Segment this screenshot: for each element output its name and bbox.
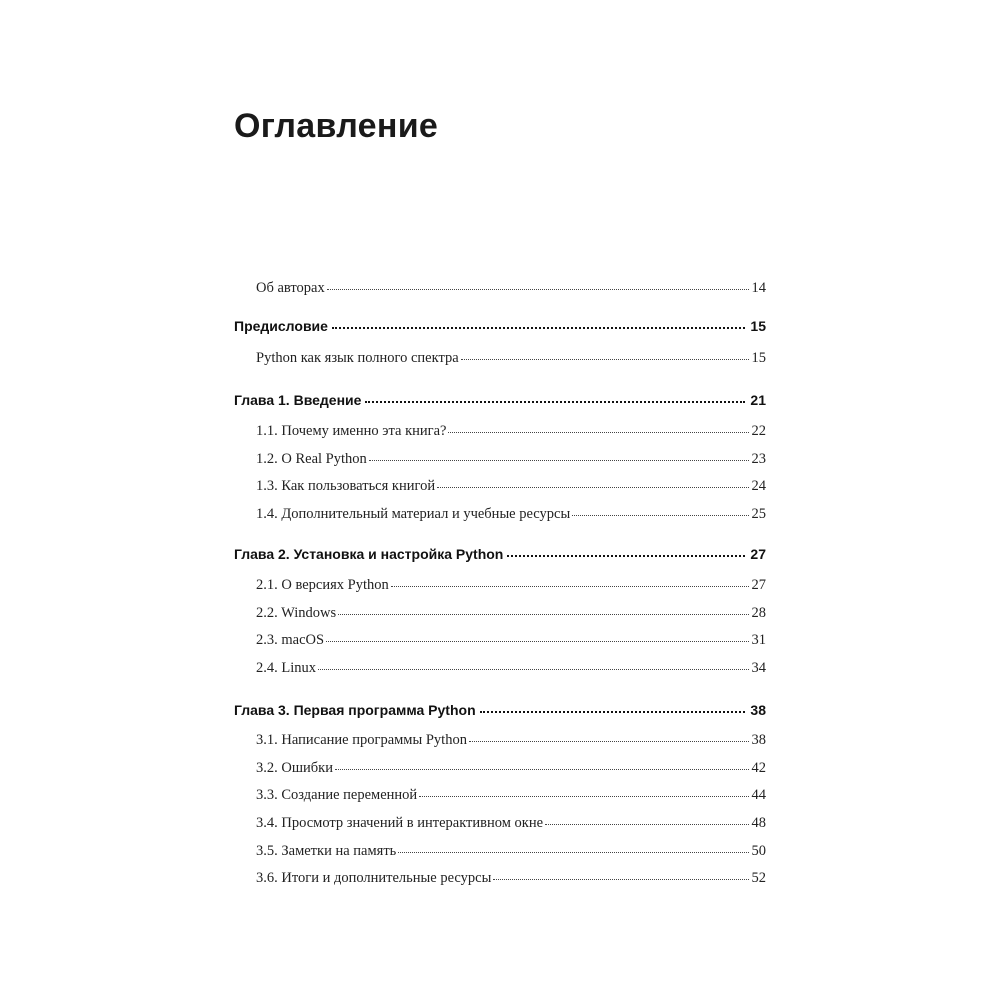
toc-entry [234, 577, 766, 603]
dot-leader [338, 614, 748, 615]
toc-page-number: 25 [751, 506, 766, 522]
toc-entry-label: 3.3. Создание переменной [256, 787, 418, 803]
toc-entry [234, 815, 766, 841]
dot-leader [545, 824, 748, 825]
dot-leader [327, 289, 749, 290]
toc-entry [234, 787, 766, 813]
toc-entry [234, 632, 766, 658]
toc-page-number: 24 [751, 478, 766, 494]
toc-entry-label: 1.2. О Real Python [256, 451, 367, 467]
dot-leader [326, 641, 748, 642]
toc-page-number: 42 [751, 760, 766, 776]
toc-chapter-label: Глава 1. Введение [234, 392, 362, 408]
dot-leader [437, 487, 748, 488]
toc-entry [234, 506, 766, 532]
toc-page-number: 52 [751, 870, 766, 886]
toc-entry-label: 3.5. Заметки на память [256, 843, 397, 859]
toc-page-number: 27 [750, 546, 766, 562]
dot-leader [507, 555, 745, 557]
toc-entry [234, 350, 766, 376]
toc-entry-label: 2.2. Windows [256, 605, 337, 621]
dot-leader [335, 769, 749, 770]
toc-entry-label: 1.4. Дополнительный материал и учебные ресурсы [256, 506, 571, 522]
dot-leader [332, 327, 745, 329]
toc-entry [234, 605, 766, 631]
toc-entry [234, 760, 766, 786]
dot-leader [369, 460, 749, 461]
toc-page-number: 14 [751, 280, 766, 296]
toc-chapter [234, 392, 766, 418]
toc-entry [234, 660, 766, 686]
toc-page-number: 50 [751, 843, 766, 859]
toc-entry [234, 280, 766, 306]
toc-entry-label: 2.4. Linux [256, 660, 317, 676]
dot-leader [419, 796, 748, 797]
toc-page-number: 22 [751, 423, 766, 439]
dot-leader [461, 359, 749, 360]
toc-chapter-label: Предисловие [234, 318, 328, 334]
dot-leader [469, 741, 749, 742]
toc-entry-label: 3.4. Просмотр значений в интерактивном окне [256, 815, 544, 831]
toc-page-number: 38 [751, 732, 766, 748]
toc-entry [234, 732, 766, 758]
dot-leader [493, 879, 748, 880]
toc-page-number: 28 [751, 605, 766, 621]
toc-page-number: 34 [751, 660, 766, 676]
toc-page-number: 27 [751, 577, 766, 593]
toc-entry-label: 1.3. Как пользоваться книгой [256, 478, 436, 494]
toc-chapter [234, 546, 766, 572]
toc-entry-label: 2.3. macOS [256, 632, 325, 648]
toc-entry-label: Об авторах [256, 280, 325, 296]
dot-leader [398, 852, 748, 853]
toc-page-number: 15 [750, 318, 766, 334]
toc-entry-label: 1.1. Почему именно эта книга? [256, 423, 447, 439]
toc-chapter-label: Глава 2. Установка и настройка Python [234, 546, 504, 562]
toc-chapter [234, 318, 766, 344]
toc-entry-label: 3.1. Написание программы Python [256, 732, 467, 748]
toc-page-number: 38 [750, 702, 766, 718]
toc-entry [234, 423, 766, 449]
dot-leader [448, 432, 748, 433]
toc-page-number: 15 [751, 350, 766, 366]
dot-leader [572, 515, 748, 516]
toc-page-number: 44 [751, 787, 766, 803]
dot-leader [318, 669, 748, 670]
toc-entry-label: 3.2. Ошибки [256, 760, 333, 776]
toc-entry-label: Python как язык полного спектра [256, 350, 459, 366]
toc-entry [234, 870, 766, 896]
dot-leader [365, 401, 745, 403]
toc-entry-label: 3.6. Итоги и дополнительные ресурсы [256, 870, 492, 886]
toc-page-number: 48 [751, 815, 766, 831]
toc-entry-label: 2.1. О версиях Python [256, 577, 389, 593]
toc-page-number: 21 [750, 392, 766, 408]
toc-chapter [234, 702, 766, 728]
dot-leader [480, 711, 746, 713]
toc-page-number: 23 [751, 451, 766, 467]
toc-entry [234, 451, 766, 477]
toc-entry [234, 843, 766, 869]
toc-chapter-label: Глава 3. Первая программа Python [234, 702, 476, 718]
dot-leader [391, 586, 749, 587]
toc-entry [234, 478, 766, 504]
page-title: Оглавление [234, 107, 439, 145]
toc-page-number: 31 [751, 632, 766, 648]
